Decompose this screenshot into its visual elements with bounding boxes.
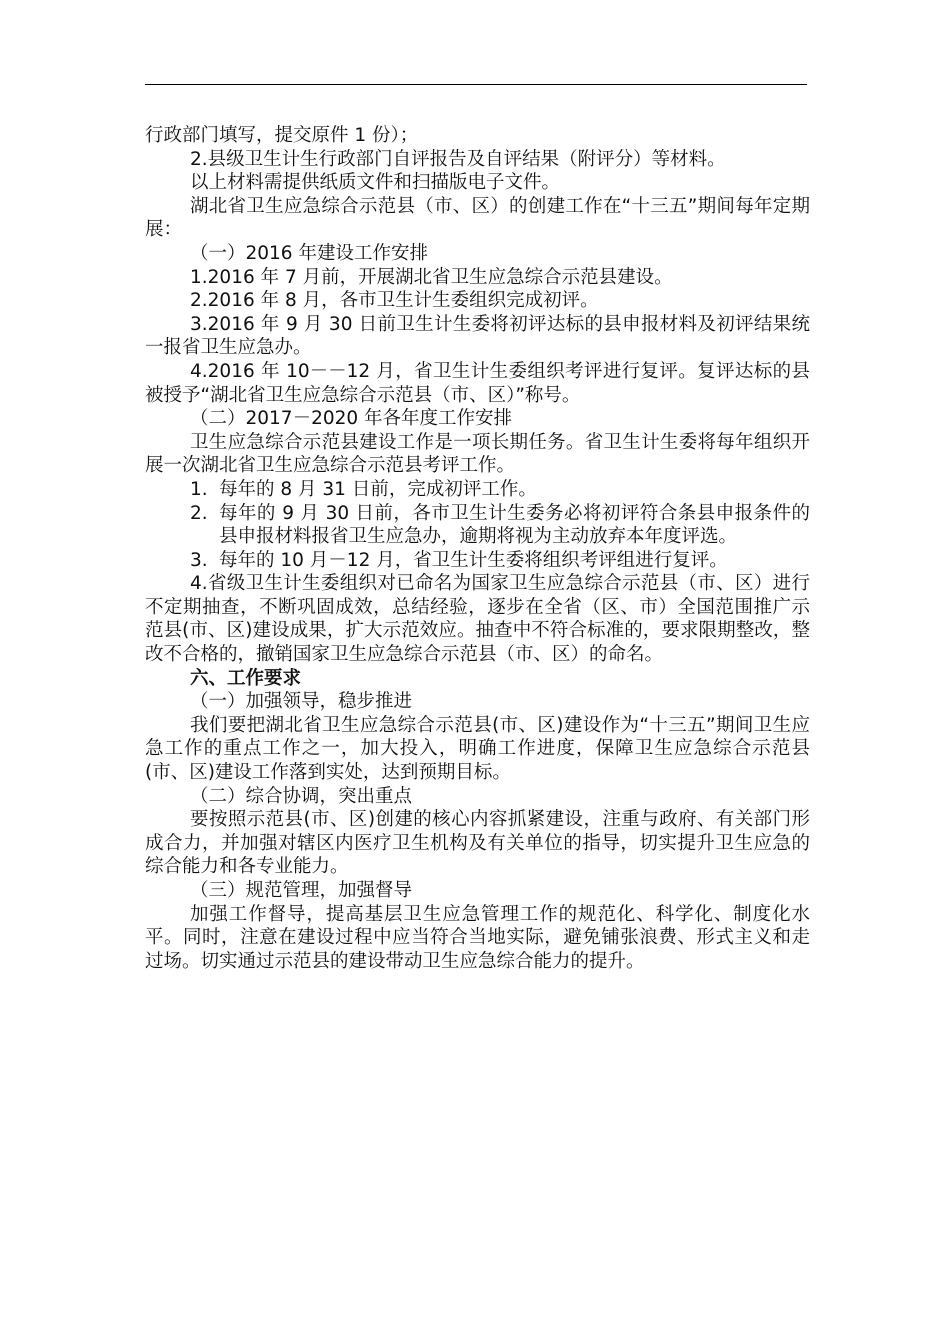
list-item-annual-2 <box>145 502 810 549</box>
paragraph-2016-october-december: 4.2016 年 10－－12 月，省卫生计生委组织考评进行复评。复评达标的县被授予“湖北省卫生应急综合示范县（市、区）”称号。 <box>145 360 810 406</box>
list-item-annual-1 <box>145 478 810 502</box>
list-text: 每年的 10 月－12 月，省卫生计生委将组织考评组进行复评。 <box>219 549 728 571</box>
paragraph-2016-august: 2.2016 年 8 月，各市卫生计生委组织完成初评。 <box>190 290 599 312</box>
heading-standardized-management: （三）规范管理，加强督导 <box>190 880 413 901</box>
heading-2017-2020-arrangement: （二）2017－2020 年各年度工作安排 <box>190 408 513 430</box>
paragraph-schedule-intro: 湖北省卫生应急综合示范县（市、区）的创建工作在“十三五”期间每年定期展： <box>145 195 810 241</box>
paragraph-materials-continued: 行政部门填写，提交原件 1 份）； <box>145 125 419 146</box>
heading-strengthen-leadership: （一）加强领导，稳步推进 <box>190 691 413 713</box>
paragraph-self-evaluation-report: 2.县级卫生计生行政部门自评报告及自评结果（附评分）等材料。 <box>190 148 726 170</box>
paragraph-management-body: 加强工作督导，提高基层卫生应急管理工作的规范化、科学化、制度化水平。同时，注意在建设过程中应当符合当地实际，避免铺张浪费、形式主义和走过场。切实通过示范县的建设带动卫生应急综合能力的提升。 <box>145 903 810 972</box>
list-text: 每年的 9 月 30 日前，各市卫生计生委务必将初评符合条县申报条件的县申报材料报省卫生应急办，逾期将视为主动放弃本年度评选。 <box>219 502 810 548</box>
heading-2016-arrangement: （一）2016 年建设工作安排 <box>190 242 428 264</box>
paragraph-coordination-body: 要按照示范县(市、区)创建的核心内容抓紧建设，注重与政府、有关部门形成合力，并加强对辖区内医疗卫生机构及有关单位的指导，切实提升卫生应急的综合能力和各专业能力。 <box>145 809 810 878</box>
paragraph-spot-checks: 4.省级卫生计生委组织对已命名为国家卫生应急综合示范县（市、区）进行不定期抽查，不断巩固成效，总结经验，逐步在全省（区、市）全国范围推广示范县(市、区)建设成果，扩大示范效应。抽查中不符合标准的，要求限期整改，整改不合格的，撤销国家卫生应急综合示范县（市、区）的命名。 <box>145 573 810 666</box>
list-number: 1. <box>190 478 208 500</box>
list-number: 3. <box>190 549 208 571</box>
list-number: 2. <box>190 502 208 524</box>
list-text: 每年的 8 月 31 日前，完成初评工作。 <box>219 478 537 500</box>
paragraph-long-term-task: 卫生应急综合示范县建设工作是一项长期任务。省卫生计生委将每年组织开展一次湖北省卫生应急综合示范县考评工作。 <box>145 431 810 477</box>
list-item-annual-3 <box>145 549 810 573</box>
heading-coordination: （二）综合协调，突出重点 <box>190 785 413 807</box>
paragraph-2016-july: 1.2016 年 7 月前，开展湖北省卫生应急综合示范县建设。 <box>190 266 673 288</box>
paragraph-file-format-note: 以上材料需提供纸质文件和扫描版电子文件。 <box>190 172 561 194</box>
paragraph-leadership-body: 我们要把湖北省卫生应急综合示范县(市、区)建设作为“十三五”期间卫生应急工作的重点工作之一，加大投入，明确工作进度，保障卫生应急综合示范县(市、区)建设工作落到实处，达到预期目标。 <box>145 714 810 784</box>
header-rule <box>145 84 807 85</box>
document-body <box>145 124 810 973</box>
section-heading-work-requirements: 六、工作要求 <box>190 667 302 689</box>
paragraph-2016-september: 3.2016 年 9 月 30 日前卫生计生委将初评达标的县申报材料及初评结果统一报省卫生应急办。 <box>145 313 810 359</box>
